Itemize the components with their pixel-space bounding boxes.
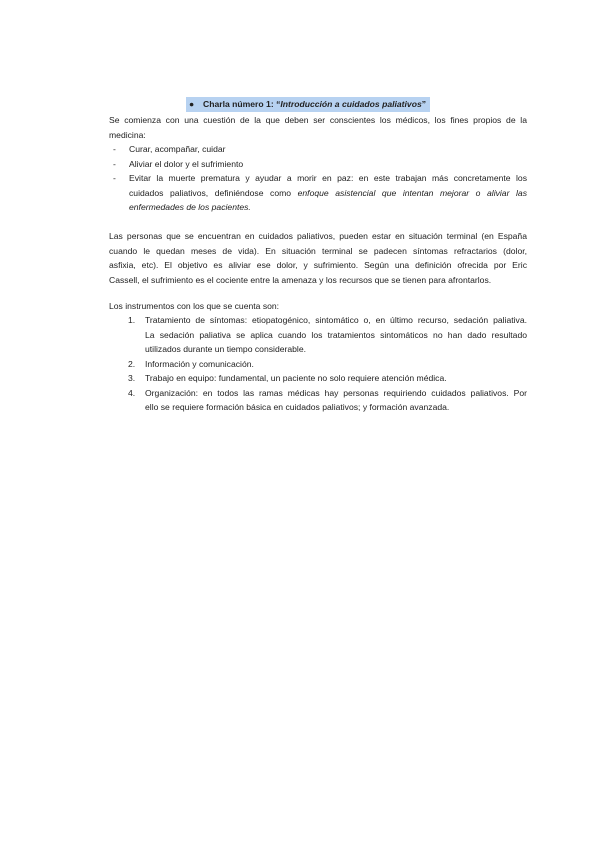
list-item <box>109 157 527 172</box>
intro-line-1: Se comienza con una cuestión de la que deben ser conscientes los médicos, los fines propios de la <box>109 115 527 125</box>
medicine-goals-list <box>109 142 527 215</box>
talk-heading-prefix: Charla número 1: “ <box>203 99 281 109</box>
number-marker: 4. <box>128 387 136 398</box>
goal-text-line-2 <box>129 186 527 201</box>
terminal-situation-paragraph <box>109 229 527 287</box>
paragraph-line: asfixia, etc). El objetivo es aliviar ese dolor, y sufrimiento. Según una definición ofrecida por Eric <box>109 260 527 270</box>
list-item <box>109 313 527 357</box>
item-line: La sedación paliativa se aplica cuando los tratamientos sintomáticos no han dado resultado <box>145 329 527 340</box>
talk-heading-suffix: ” <box>421 99 427 109</box>
goal-text: Aliviar el dolor y el sufrimiento <box>129 158 244 169</box>
talk-heading <box>186 97 430 112</box>
item-line: Organización: en todos las ramas médicas hay personas requiriendo cuidados paliativos. Por <box>145 387 527 398</box>
paragraph-line: Las personas que se encuentran en cuidados paliativos, pueden estar en situación terminal (en España <box>109 231 527 241</box>
goal-text-line-1: Evitar la muerte prematura y ayudar a morir en paz: en este trabajan más concretamente los <box>129 173 527 183</box>
goal-text-plain: cuidados paliativos, definiéndose como <box>129 187 298 198</box>
bullet-marker: ● <box>189 99 195 109</box>
intro-paragraph <box>109 113 527 142</box>
list-item <box>109 371 527 386</box>
dash-marker: - <box>113 144 116 154</box>
paragraph-line: cuando le quedan meses de vida). En situación terminal se padecen síntomas refractarios (dolor, <box>109 245 527 256</box>
list-item <box>109 386 527 415</box>
number-marker: 3. <box>128 373 136 383</box>
item-line: utilizados durante un tiempo considerable. <box>145 344 306 354</box>
goal-text-italic: enfoque asistencial que intentan mejorar o aliviar las <box>297 187 527 198</box>
intro-line-2: medicina: <box>109 129 146 140</box>
item-line: ello se requiere formación básica en cuidados paliativos; y formación avanzada. <box>145 402 450 412</box>
item-line: Trabajo en equipo: fundamental, un paciente no solo requiere atención médica. <box>145 373 447 383</box>
item-line: Tratamiento de síntomas: etiopatogénico, sintomático o, en último recurso, sedación paliativa. <box>145 315 527 325</box>
paragraph-line: Cassell, el sufrimiento es el cociente entre la amenaza y los recursos que se tienen para afrontarlos. <box>109 274 492 285</box>
dash-marker: - <box>113 173 116 183</box>
list-item <box>109 357 527 372</box>
instruments-intro <box>109 299 527 314</box>
number-marker: 2. <box>128 358 136 369</box>
talk-heading-highlight <box>186 97 430 112</box>
goal-text: Curar, acompañar, cuidar <box>129 144 226 154</box>
instruments-list <box>109 313 527 415</box>
number-marker: 1. <box>128 315 136 325</box>
instruments-intro-text: Los instrumentos con los que se cuenta son: <box>109 301 280 311</box>
list-item <box>109 142 527 157</box>
item-line: Información y comunicación. <box>145 358 254 369</box>
list-item <box>109 171 527 215</box>
talk-heading-title: Introducción a cuidados paliativos <box>280 99 422 109</box>
dash-marker: - <box>113 158 116 169</box>
goal-text-line-3: enfermedades de los pacientes. <box>129 202 251 212</box>
